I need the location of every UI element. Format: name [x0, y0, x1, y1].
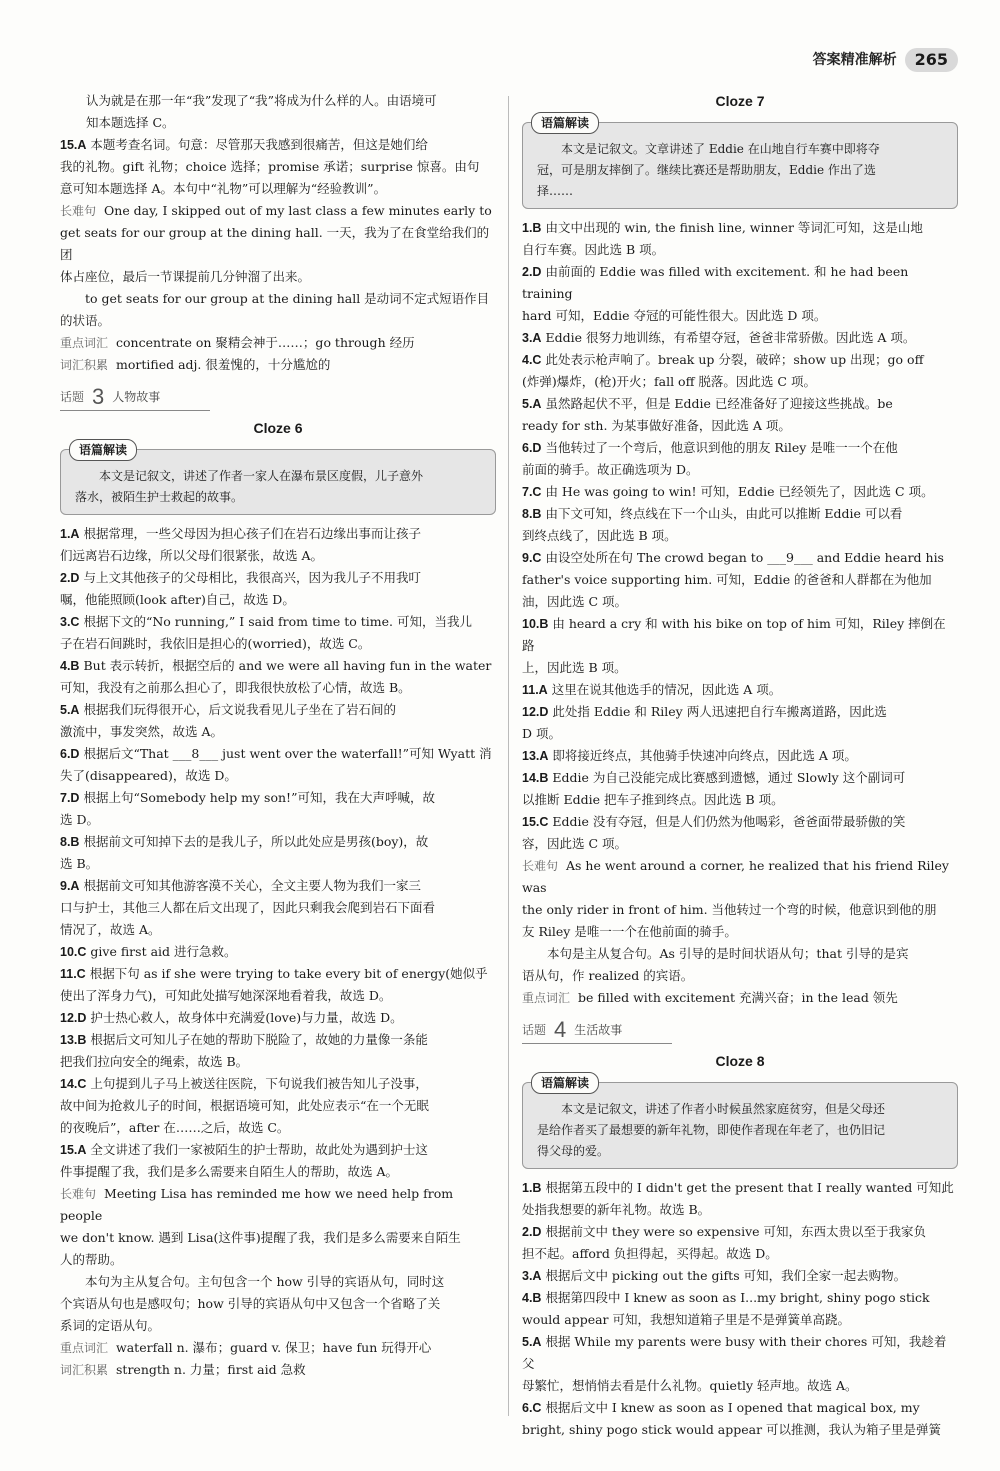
answer-text: 根据上句“Somebody help my son!”可知，我在大声呼喊，故: [83, 790, 435, 805]
long-sentence-label: 长难句: [522, 859, 559, 873]
answer-text: 与上文其他孩子的父母相比，我很高兴，因为我儿子不用我叮: [83, 570, 421, 585]
answer-number: 5.A: [522, 397, 542, 411]
passage-summary-box: [60, 443, 496, 515]
answer-number: 8.B: [60, 835, 80, 849]
answer-item: [522, 613, 958, 679]
answer-item: [522, 547, 958, 613]
answer-number: 13.A: [522, 749, 549, 763]
answer-item: [522, 1287, 958, 1331]
answer-item: [60, 743, 496, 787]
text-line: As he went around a corner, he realized that his friend Riley was: [522, 858, 949, 895]
answer-text: 根据前文可知其他游客漠不关心，全文主要人物为我们一家三: [83, 878, 421, 893]
long-sentence: [522, 855, 958, 987]
answer-number: 6.D: [522, 441, 542, 455]
answer-item: [60, 134, 496, 200]
text-line: to get seats for our group at the dining hall 是动词不定式短语作目: [85, 291, 490, 306]
text-line: 落水，被陌生护士救起的故事。: [75, 490, 244, 504]
answer-item: [522, 1331, 958, 1397]
answer-number: 3.C: [60, 615, 80, 629]
answer-text: 根据第四段中 I knew as soon as I...my bright, shiny pogo stick: [545, 1290, 930, 1305]
answer-item: [60, 875, 496, 941]
text-line: 本句是主从复合句。As 引导的是时间状语从句；that 引导的是宾: [547, 946, 909, 961]
answer-text: 护士热心救人，故身体中充满爱(love)与力量，故选 D。: [90, 1010, 403, 1025]
answer-text: bright, shiny pogo stick would appear 可以推测，我认为箱子里是弹簧: [522, 1422, 942, 1437]
answer-text: 嘱，他能照顾(look after)自己，故选 D。: [60, 592, 295, 607]
long-sentence: [60, 200, 496, 332]
text-line: 知本题选择 C。: [86, 115, 175, 130]
topic-tag: 话题: [522, 1023, 547, 1037]
answer-text: ready for sth. 为某事做好准备，因此选 A 项。: [522, 418, 791, 433]
answer-text: 件事提醒了我，我们是多么需要来自陌生人的帮助，故选 A。: [60, 1164, 399, 1179]
answer-text: 到终点线了，因此选 B 项。: [522, 528, 677, 543]
answer-text: 们远离岩石边缘，所以父母们很紧张，故选 A。: [60, 548, 324, 563]
answer-text: 根据前文可知掉下去的是我儿子，所以此处应是男孩(boy)，故: [83, 834, 429, 849]
text-line: 是给作者买了最想要的新年礼物，即使作者现在年老了，也仍旧记: [537, 1123, 886, 1137]
answer-text: 可知，我没有之前那么担心了，即我很快放松了心情，故选 B。: [60, 680, 411, 695]
left-column: [60, 90, 496, 1381]
text-line: 系词的定语从句。: [60, 1318, 161, 1333]
text-line: 本文是记叙文，讲述了作者一家人在瀑布景区度假，儿子意外: [99, 469, 424, 483]
vocab-label: 重点词汇: [60, 336, 109, 350]
answer-number: 11.A: [522, 683, 548, 697]
answer-text: 根据我们玩得很开心，后文说我看见儿子坐在了岩石间的: [83, 702, 396, 717]
answer-item: [60, 787, 496, 831]
answer-number: 4.B: [522, 1291, 542, 1305]
vocab-text: be filled with excitement 充满兴奋；in the lead 领先: [578, 990, 898, 1005]
answer-number: 12.D: [522, 705, 549, 719]
answer-item: [522, 261, 958, 327]
answer-text: 使出了浑身力气)，可知此处描写她深深地看着我，故选 D。: [60, 988, 392, 1003]
answer-item: [60, 699, 496, 743]
answer-text: 担不起。afford 负担得起，买得起。故选 D。: [522, 1246, 778, 1261]
text-line: 人的帮助。: [60, 1252, 123, 1267]
answer-number: 7.C: [522, 485, 542, 499]
answer-text: 由 heard a cry 和 with his bike on top of him 可知，Riley 摔倒在路: [522, 616, 946, 653]
box-tag: 语篇解读: [531, 1072, 599, 1094]
answer-number: 4.C: [522, 353, 542, 367]
answer-number: 15.A: [60, 138, 87, 152]
passage-summary-box: [522, 1076, 958, 1169]
answer-text: 由文中出现的 win, the finish line, winner 等词汇可知，这是山地: [545, 220, 923, 235]
answer-number: 11.C: [60, 967, 86, 981]
answer-item: [60, 611, 496, 655]
answer-item: [522, 1177, 958, 1221]
answer-number: 15.A: [60, 1143, 87, 1157]
answer-item: [522, 1265, 958, 1287]
answer-text: 子在岩石间跳时，我依旧是担心的(worried)，故选 C。: [60, 636, 371, 651]
topic-heading: [522, 1019, 672, 1044]
answer-item: [522, 217, 958, 261]
answer-text: 以推断 Eddie 把车子推到终点。因此选 B 项。: [522, 792, 784, 807]
long-sentence: [60, 1183, 496, 1337]
answer-text: 前面的骑手。故正确选项为 D。: [522, 462, 699, 477]
answer-item: [522, 701, 958, 745]
answer-text: 根据后文中 I knew as soon as I opened that magical box, my: [545, 1400, 920, 1415]
answer-text: Eddie 为自己没能完成比赛感到遗憾，通过 Slowly 这个副词可: [552, 770, 906, 785]
box-tag: 语篇解读: [69, 439, 137, 461]
long-sentence-label: 长难句: [60, 1187, 97, 1201]
answer-item: [522, 679, 958, 701]
answer-text: 把我们拉向安全的绳索，故选 B。: [60, 1054, 249, 1069]
answer-number: 5.A: [522, 1335, 542, 1349]
answer-number: 2.D: [522, 265, 542, 279]
answer-text: (炸弹)爆炸，(枪)开火；fall off 脱落。因此选 C 项。: [522, 374, 816, 389]
text-line: 友 Riley 是唯一一个在他前面的骑手。: [522, 924, 737, 939]
text-line: Meeting Lisa has reminded me how we need help from people: [60, 1186, 454, 1223]
answer-text: But 表示转折，根据空后的 and we were all having fun in the water: [83, 658, 492, 673]
answer-text: 根据后文可知儿子在她的帮助下脱险了，故她的力量像一条能: [90, 1032, 428, 1047]
answer-text: 本题考查名词。句意：尽管那天我感到很痛苦，但这是她们给: [90, 137, 428, 152]
answer-item: [522, 481, 958, 503]
answer-text: 全文讲述了我们一家被陌生的护士帮助，故此处为遇到护士这: [90, 1142, 428, 1157]
answer-item: [60, 1007, 496, 1029]
answer-text: 即将接近终点，其他骑手快速冲向终点，因此选 A 项。: [552, 748, 857, 763]
answer-text: 情况了，故选 A。: [60, 922, 161, 937]
answer-text: 由设空处所在句 The crowd began to ___9___ and Eddie heard his: [545, 550, 944, 565]
answer-item: [60, 1073, 496, 1139]
answer-text: 处指我想要的新年礼物。故选 B。: [522, 1202, 711, 1217]
answer-item: [522, 745, 958, 767]
answer-number: 6.D: [60, 747, 80, 761]
answer-text: 根据 While my parents were busy with their chores 可知，我趁着父: [522, 1334, 947, 1371]
text-line: the only rider in front of him. 当他转过一个弯的时候，他意识到他的朋: [522, 902, 937, 917]
answer-number: 4.B: [60, 659, 80, 673]
text-line: 体占座位，最后一节课提前几分钟溜了出来。: [60, 269, 311, 284]
answer-text: 自行车赛。因此选 B 项。: [522, 242, 665, 257]
text-line: we don't know. 遇到 Lisa(这件事)提醒了我，我们是多么需要来自陌生: [60, 1230, 461, 1245]
answer-text: Eddie 很努力地训练，有希望夺冠，爸爸非常骄傲。因此选 A 项。: [545, 330, 916, 345]
answer-number: 1.B: [522, 1181, 542, 1195]
answer-item: [522, 503, 958, 547]
topic-tag: 话题: [60, 390, 85, 404]
vocab-text: mortified adj. 很羞愧的，十分尴尬的: [116, 357, 331, 372]
answer-number: 10.B: [522, 617, 549, 631]
answer-text: 母繁忙，想悄悄去看是什么礼物。quietly 轻声地。故选 A。: [522, 1378, 858, 1393]
answer-number: 15.C: [522, 815, 549, 829]
long-sentence-label: 长难句: [60, 204, 97, 218]
answer-text: 上句提到儿子马上被送往医院，下句说我们被告知儿子没事，: [90, 1076, 428, 1091]
answer-text: 根据下文的“No running,” I said from time to time. 可知，当我儿: [83, 614, 472, 629]
answer-number: 1.B: [522, 221, 542, 235]
answer-item: [60, 567, 496, 611]
answer-text: 根据前文中 they were so expensive 可知，东西太贵以至于我家负: [545, 1224, 927, 1239]
answer-text: 由下文可知，终点线在下一个山头，由此可以推断 Eddie 可以看: [545, 506, 903, 521]
answer-number: 7.D: [60, 791, 80, 805]
vocab-label: 词汇积累: [60, 1363, 109, 1377]
answer-text: 根据下句 as if she were trying to take every bit of energy(她似乎: [89, 966, 488, 981]
answer-text: 的夜晚后”，after 在……之后，故选 C。: [60, 1120, 290, 1135]
vocab-label: 词汇积累: [60, 358, 109, 372]
cloze-title: Cloze 7: [715, 93, 765, 109]
answer-text: 虽然路起伏不平，但是 Eddie 已经准备好了迎接这些挑战。be: [545, 396, 893, 411]
answer-item: [522, 811, 958, 855]
answer-text: 故中间为抢救儿子的时间，根据语境可知，此处应表示“在一个无眠: [60, 1098, 429, 1113]
text-line: 本文是记叙文。文章讲述了 Eddie 在山地自行车赛中即将夺: [561, 142, 880, 156]
answer-text: Eddie 没有夺冠，但是人们仍然为他喝彩，爸爸面带最骄傲的笑: [552, 814, 906, 829]
answer-item: [60, 963, 496, 1007]
topic-name: 人物故事: [112, 390, 161, 404]
answer-text: D 项。: [522, 726, 561, 741]
answer-number: 12.D: [60, 1011, 87, 1025]
vocab-label: 重点词汇: [60, 1341, 109, 1355]
answer-text: give first aid 进行急救。: [90, 944, 237, 959]
answer-number: 1.A: [60, 527, 80, 541]
answer-number: 9.C: [522, 551, 542, 565]
cloze-title: Cloze 8: [715, 1053, 765, 1069]
answer-text: 口与护士，其他三人都在后文出现了，因此只剩我会爬到岩石下面看: [60, 900, 436, 915]
answer-item: [522, 393, 958, 437]
text-line: 得父母的爱。: [537, 1144, 610, 1158]
answer-number: 13.B: [60, 1033, 87, 1047]
answer-number: 2.D: [60, 571, 80, 585]
passage-summary-box: [522, 116, 958, 209]
vocab-row: [522, 987, 958, 1009]
text-line: 语从句，作 realized 的宾语。: [522, 968, 694, 983]
answer-item: [522, 1221, 958, 1265]
answer-number: 5.A: [60, 703, 80, 717]
answer-text: hard 可知，Eddie 夺冠的可能性很大。因此选 D 项。: [522, 308, 827, 323]
answer-item: [522, 767, 958, 811]
topic-number: 3: [92, 384, 105, 409]
answer-number: 8.B: [522, 507, 542, 521]
answer-text: 由前面的 Eddie was filled with excitement. 和 he had been training: [522, 264, 909, 301]
answer-text: 选 B。: [60, 856, 99, 871]
answer-text: 根据后文中 picking out the gifts 可知，我们全家一起去购物。: [545, 1268, 907, 1283]
box-tag: 语篇解读: [531, 112, 599, 134]
answer-text: 容，因此选 C 项。: [522, 836, 628, 851]
answer-item: [522, 1397, 958, 1441]
answer-item: [60, 1029, 496, 1073]
answer-item: [522, 437, 958, 481]
answer-number: 2.D: [522, 1225, 542, 1239]
answer-number: 3.A: [522, 1269, 542, 1283]
text-line: One day, I skipped out of my last class a few minutes early to: [104, 203, 492, 218]
text-line: 择……: [537, 184, 574, 198]
text-line: 本文是记叙文，讲述了作者小时候虽然家庭贫穷，但是父母还: [561, 1102, 886, 1116]
vocab-label: 重点词汇: [522, 991, 571, 1005]
answer-text: 根据后文“That ___8___ just went over the waterfall!”可知 Wyatt 消: [83, 746, 492, 761]
answer-text: 激流中，事发突然，故选 A。: [60, 724, 224, 739]
page-header: [813, 48, 958, 72]
topic-name: 生活故事: [574, 1023, 623, 1037]
answer-text: 由 He was going to win! 可知，Eddie 已经领先了，因此选 C 项。: [545, 484, 934, 499]
text-line: 冠，可是朋友摔倒了。继续比赛还是帮助朋友，Eddie 作出了选: [537, 163, 876, 177]
answer-item: [522, 349, 958, 393]
text-line: get seats for our group at the dining hall. 一天，我为了在食堂给我们的团: [60, 225, 490, 262]
answer-number: 14.B: [522, 771, 549, 785]
answer-text: 这里在说其他选手的情况，因此选 A 项。: [551, 682, 782, 697]
answer-item: [522, 327, 958, 349]
answer-number: 9.A: [60, 879, 80, 893]
answer-text: would appear 可知，我想知道箱子里是不是弹簧单高跷。: [522, 1312, 851, 1327]
answer-item: [60, 1139, 496, 1183]
topic-heading: [60, 386, 210, 411]
answer-number: 6.C: [522, 1401, 542, 1415]
answer-number: 10.C: [60, 945, 87, 959]
answer-text: 油，因此选 C 项。: [522, 594, 628, 609]
vocab-text: concentrate on 聚精会神于……；go through 经历: [116, 335, 415, 350]
text-line: 个宾语从句也是感叹句；how 引导的宾语从句中又包含一个省略了关: [60, 1296, 441, 1311]
answer-item: [60, 831, 496, 875]
answer-text: 我的礼物。gift 礼物；choice 选择；promise 承诺；surprise 惊喜。由句: [60, 159, 480, 174]
answer-text: 根据第五段中的 I didn't get the present that I really wanted 可知此: [545, 1180, 954, 1195]
right-column: [522, 90, 958, 1441]
answer-text: 当他转过了一个弯后，他意识到他的朋友 Riley 是唯一一个在他: [545, 440, 898, 455]
vocab-row: [60, 1337, 496, 1359]
answer-text: 此处指 Eddie 和 Riley 两人迅速把自行车搬离道路，因此选: [552, 704, 887, 719]
column-divider: [508, 96, 509, 1416]
answer-list: [60, 523, 496, 1183]
text-line: 的状语。: [60, 313, 111, 328]
answer-item: [60, 655, 496, 699]
header-title: 答案精准解析: [812, 52, 897, 68]
topic-number: 4: [554, 1017, 567, 1042]
answer-number: 3.A: [522, 331, 542, 345]
text-line: 认为就是在那一年“我”发现了“我”将成为什么样的人。由语境可: [86, 93, 437, 108]
answer-list: [522, 1177, 958, 1441]
answer-number: 14.C: [60, 1077, 87, 1091]
cloze-title: Cloze 6: [253, 420, 303, 436]
answer-item: [60, 523, 496, 567]
vocab-row: [60, 354, 496, 376]
vocab-text: waterfall n. 瀑布；guard v. 保卫；have fun 玩得开心: [116, 1340, 432, 1355]
vocab-row: [60, 1359, 496, 1381]
text-line: 本句为主从复合句。主句包含一个 how 引导的宾语从句，同时这: [85, 1274, 445, 1289]
answer-text: 选 D。: [60, 812, 99, 827]
vocab-row: [60, 332, 496, 354]
answer-text: 意可知本题选择 A。本句中“礼物”可以理解为“经验教训”。: [60, 181, 387, 196]
answer-text: 此处表示枪声响了。break up 分裂，破碎；show up 出现；go off: [545, 352, 924, 367]
answer-item: [60, 941, 496, 963]
answer-list: [522, 217, 958, 855]
answer-text: 根据常理，一些父母因为担心孩子们在岩石边缘出事而让孩子: [83, 526, 421, 541]
answer-text: 上，因此选 B 项。: [522, 660, 627, 675]
vocab-text: strength n. 力量；first aid 急救: [116, 1362, 306, 1377]
page-number: 265: [905, 48, 958, 72]
answer-text: father's voice supporting him. 可知，Eddie 的爸爸和人群都在为他加: [522, 572, 932, 587]
answer-text: 失了(disappeared)，故选 D。: [60, 768, 237, 783]
